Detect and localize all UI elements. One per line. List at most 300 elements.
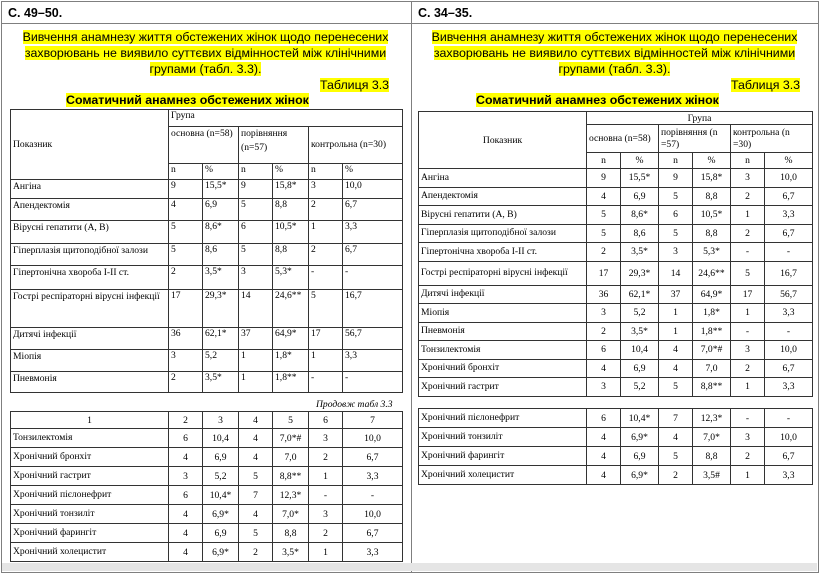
value-cell: 3,3 (343, 543, 403, 562)
value-cell: 5 (169, 244, 203, 266)
right-table-row (419, 341, 813, 360)
indicator-cell: Гострі респіраторні вірусні інфекції (11, 290, 169, 328)
value-cell: 6,7 (343, 524, 403, 543)
left-header-g1: основна (n=58) (169, 127, 239, 164)
value-cell: 3,3 (765, 466, 813, 485)
value-cell: 3 (731, 169, 765, 188)
left-table-row (11, 350, 403, 372)
value-cell: 2 (309, 448, 343, 467)
left-header-group: Група (169, 110, 403, 127)
indicator-cell: Хронічний бронхіт (419, 359, 587, 378)
value-cell: - (309, 486, 343, 505)
value-cell: 2 (169, 372, 203, 393)
left-table-row (11, 429, 403, 448)
left-header-n1: n (169, 164, 203, 180)
left-header-g2: порівняння (n=57) (239, 127, 309, 164)
value-cell: 5 (659, 447, 693, 466)
column-number-cell: 7 (343, 412, 403, 429)
left-intro-paragraph (6, 29, 405, 77)
value-cell: 5 (239, 467, 273, 486)
value-cell: 3,3 (343, 350, 403, 372)
right-table-label: Таблиця 3.3 (731, 78, 801, 92)
left-header-g3: контрольна (n=30) (309, 127, 403, 164)
value-cell: 3,5* (621, 243, 659, 262)
value-cell: 62,1* (621, 285, 659, 304)
indicator-cell: Хронічний гастрит (419, 378, 587, 397)
value-cell: 5,2 (621, 304, 659, 323)
indicator-cell: Хронічний пієлонефрит (419, 409, 587, 428)
value-cell: 8,8** (273, 467, 309, 486)
value-cell: 1 (731, 466, 765, 485)
left-table-row (11, 266, 403, 290)
value-cell: 2 (309, 199, 343, 221)
value-cell: 2 (659, 466, 693, 485)
value-cell: 29,3* (203, 290, 239, 328)
value-cell: 3 (169, 467, 203, 486)
column-number-cell: 1 (11, 412, 169, 429)
right-table-row (419, 322, 813, 341)
value-cell: 6,7 (343, 448, 403, 467)
value-cell: 8,8** (693, 378, 731, 397)
right-table-row (419, 304, 813, 323)
indicator-cell: Гіпертонічна хвороба I-II ст. (419, 243, 587, 262)
value-cell: 5,2 (203, 467, 239, 486)
value-cell: 10,4 (203, 429, 239, 448)
value-cell: 17 (731, 285, 765, 304)
value-cell: 3,3 (765, 378, 813, 397)
value-cell: 5,3* (693, 243, 731, 262)
value-cell: 29,3* (621, 261, 659, 285)
indicator-cell: Хронічний фарингіт (419, 447, 587, 466)
value-cell: 4 (587, 359, 621, 378)
value-cell: 4 (659, 428, 693, 447)
value-cell: 10,5* (273, 221, 309, 244)
right-table-row (419, 378, 813, 397)
indicator-cell: Гіперплазія щитоподібної залози (419, 224, 587, 243)
value-cell: 4 (659, 359, 693, 378)
column-number-cell: 6 (309, 412, 343, 429)
indicator-cell: Ангіна (11, 180, 169, 199)
value-cell: 15,8* (273, 180, 309, 199)
value-cell: 4 (587, 428, 621, 447)
value-cell: 4 (587, 447, 621, 466)
value-cell: 7,0*# (273, 429, 309, 448)
value-cell: 1 (309, 221, 343, 244)
value-cell: 12,3* (693, 409, 731, 428)
value-cell: 5,2 (203, 350, 239, 372)
value-cell: 4 (587, 187, 621, 206)
indicator-cell: Міопія (419, 304, 587, 323)
right-header-group: Група (587, 112, 813, 125)
value-cell: 7,0*# (693, 341, 731, 360)
value-cell: 6,7 (343, 244, 403, 266)
indicator-cell: Хронічний тонзиліт (419, 428, 587, 447)
value-cell: 6 (659, 206, 693, 225)
right-intro-paragraph (416, 29, 813, 77)
value-cell: 6,7 (343, 199, 403, 221)
left-table-part1 (10, 109, 403, 393)
left-header-n3: n (309, 164, 343, 180)
value-cell: 3 (239, 266, 273, 290)
value-cell: - (765, 409, 813, 428)
value-cell: 1 (239, 372, 273, 393)
value-cell: 16,7 (343, 290, 403, 328)
left-table-label: Таблиця 3.3 (320, 78, 390, 92)
value-cell: 1 (659, 322, 693, 341)
indicator-cell: Пневмонія (11, 372, 169, 393)
value-cell: 64,9* (273, 328, 309, 350)
value-cell: 14 (659, 261, 693, 285)
left-header-pct1: % (203, 164, 239, 180)
right-table-part1 (418, 111, 813, 397)
right-header-n2: n (659, 153, 693, 169)
value-cell: 2 (731, 447, 765, 466)
indicator-cell: Хронічний бронхіт (11, 448, 169, 467)
value-cell: 37 (659, 285, 693, 304)
value-cell: 10,4* (203, 486, 239, 505)
value-cell: 7,0* (693, 428, 731, 447)
indicator-cell: Тонзилектомія (11, 429, 169, 448)
right-table-row (419, 206, 813, 225)
value-cell: 8,8 (273, 244, 309, 266)
indicator-cell: Апендектомія (11, 199, 169, 221)
left-table-row (11, 199, 403, 221)
indicator-cell: Гіперплазія щитоподібної залози (11, 244, 169, 266)
value-cell: 3,5* (203, 266, 239, 290)
value-cell: - (343, 486, 403, 505)
left-continuation-label: Продовж табл 3.3 (316, 399, 393, 410)
indicator-cell: Хронічний холецистит (11, 543, 169, 562)
value-cell: - (309, 372, 343, 393)
value-cell: 17 (309, 328, 343, 350)
left-table-row (11, 244, 403, 266)
left-column-numbers-row (11, 412, 403, 429)
value-cell: 1 (659, 304, 693, 323)
value-cell: 6,9 (621, 359, 659, 378)
value-cell: 2 (731, 224, 765, 243)
value-cell: 37 (239, 328, 273, 350)
value-cell: 7,0 (273, 448, 309, 467)
value-cell: 5 (169, 221, 203, 244)
right-table-row (419, 169, 813, 188)
value-cell: 6,7 (765, 187, 813, 206)
value-cell: 2 (309, 524, 343, 543)
value-cell: 6,9* (621, 466, 659, 485)
value-cell: - (765, 322, 813, 341)
left-table-row (11, 328, 403, 350)
right-header-indicator: Показник (419, 112, 587, 169)
value-cell: 6 (239, 221, 273, 244)
right-table-row (419, 359, 813, 378)
value-cell: 7 (659, 409, 693, 428)
value-cell: 4 (239, 429, 273, 448)
value-cell: 1 (239, 350, 273, 372)
value-cell: 5 (659, 187, 693, 206)
value-cell: 1,8** (693, 322, 731, 341)
indicator-cell: Вірусні гепатити (А, В) (11, 221, 169, 244)
indicator-cell: Вірусні гепатити (А, В) (419, 206, 587, 225)
value-cell: 3,5# (693, 466, 731, 485)
value-cell: 10,5* (693, 206, 731, 225)
right-header-g2: порівняння (n =57) (659, 125, 731, 153)
indicator-cell: Хронічний тонзиліт (11, 505, 169, 524)
indicator-cell: Хронічний фарингіт (11, 524, 169, 543)
right-table-row (419, 285, 813, 304)
value-cell: 4 (169, 524, 203, 543)
right-table-row (419, 447, 813, 466)
value-cell: - (731, 322, 765, 341)
value-cell: 3,5* (621, 322, 659, 341)
value-cell: 4 (587, 466, 621, 485)
indicator-cell: Хронічний гастрит (11, 467, 169, 486)
left-table-row (11, 221, 403, 244)
value-cell: 6,9* (203, 505, 239, 524)
value-cell: 2 (731, 359, 765, 378)
right-header-pct1: % (621, 153, 659, 169)
indicator-cell: Хронічний пієлонефрит (11, 486, 169, 505)
value-cell: 1,8* (273, 350, 309, 372)
value-cell: 8,6 (621, 224, 659, 243)
value-cell: 10,4* (621, 409, 659, 428)
indicator-cell: Хронічний холецистит (419, 466, 587, 485)
value-cell: 8,6* (621, 206, 659, 225)
value-cell: 3,3 (765, 206, 813, 225)
value-cell: 15,5* (203, 180, 239, 199)
value-cell: - (309, 266, 343, 290)
left-table-row (11, 505, 403, 524)
value-cell: - (343, 372, 403, 393)
value-cell: 4 (169, 505, 203, 524)
left-table-row (11, 486, 403, 505)
right-header-g3: контрольна (n =30) (731, 125, 813, 153)
value-cell: 10,0 (765, 428, 813, 447)
value-cell: 6 (169, 486, 203, 505)
value-cell: 2 (587, 243, 621, 262)
value-cell: 10,0 (765, 169, 813, 188)
column-number-cell: 5 (273, 412, 309, 429)
right-table-row (419, 409, 813, 428)
right-header-n3: n (731, 153, 765, 169)
value-cell: 5 (309, 290, 343, 328)
value-cell: 1 (731, 304, 765, 323)
value-cell: 9 (659, 169, 693, 188)
value-cell: 6,9 (621, 187, 659, 206)
indicator-cell: Ангіна (419, 169, 587, 188)
value-cell: 62,1* (203, 328, 239, 350)
value-cell: 8,8 (273, 524, 309, 543)
value-cell: 6,7 (765, 224, 813, 243)
value-cell: 9 (239, 180, 273, 199)
left-page-label: С. 49–50. (2, 2, 411, 24)
right-table-row (419, 224, 813, 243)
indicator-cell: Гострі респіраторні вірусні інфекції (419, 261, 587, 285)
value-cell: 4 (239, 448, 273, 467)
value-cell: 56,7 (343, 328, 403, 350)
right-table-row (419, 187, 813, 206)
value-cell: 24,6** (273, 290, 309, 328)
value-cell: 10,0 (343, 505, 403, 524)
value-cell: 8,8 (693, 447, 731, 466)
left-table-row (11, 180, 403, 199)
left-table-part2 (10, 411, 403, 562)
value-cell: 6,9* (621, 428, 659, 447)
left-table-row (11, 448, 403, 467)
value-cell: 36 (587, 285, 621, 304)
left-table-row (11, 372, 403, 393)
indicator-cell: Дитячі інфекції (11, 328, 169, 350)
value-cell: 3 (659, 243, 693, 262)
value-cell: 3 (309, 429, 343, 448)
value-cell: 6 (587, 341, 621, 360)
column-number-cell: 3 (203, 412, 239, 429)
value-cell: 8,6 (203, 244, 239, 266)
left-table-title: Соматичний анамнез обстежених жінок (66, 93, 309, 107)
left-table-row (11, 543, 403, 562)
value-cell: 3,5* (273, 543, 309, 562)
value-cell: 10,0 (343, 429, 403, 448)
right-table-title: Соматичний анамнез обстежених жінок (476, 93, 719, 107)
right-table-row (419, 261, 813, 285)
right-header-g1: основна (n=58) (587, 125, 659, 153)
right-header-n1: n (587, 153, 621, 169)
left-table-row (11, 290, 403, 328)
left-table-row (11, 524, 403, 543)
value-cell: 4 (169, 199, 203, 221)
value-cell: 4 (169, 543, 203, 562)
value-cell: 56,7 (765, 285, 813, 304)
value-cell: 4 (169, 448, 203, 467)
bottom-scroll-strip (2, 563, 817, 571)
value-cell: 24,6** (693, 261, 731, 285)
value-cell: 6 (169, 429, 203, 448)
value-cell: 2 (731, 187, 765, 206)
column-number-cell: 4 (239, 412, 273, 429)
right-table-row (419, 428, 813, 447)
value-cell: 10,0 (765, 341, 813, 360)
value-cell: 5 (659, 378, 693, 397)
right-header-pct3: % (765, 153, 813, 169)
value-cell: 1,8* (693, 304, 731, 323)
value-cell: - (731, 409, 765, 428)
value-cell: 2 (239, 543, 273, 562)
value-cell: 5,2 (621, 378, 659, 397)
value-cell: 3 (587, 304, 621, 323)
value-cell: 3 (587, 378, 621, 397)
value-cell: 7,0* (273, 505, 309, 524)
right-table-row (419, 243, 813, 262)
value-cell: 1 (309, 467, 343, 486)
column-number-cell: 2 (169, 412, 203, 429)
value-cell: 15,5* (621, 169, 659, 188)
right-page-label: С. 34–35. (412, 2, 818, 24)
value-cell: 3,3 (343, 467, 403, 486)
value-cell: 6 (587, 409, 621, 428)
value-cell: 17 (169, 290, 203, 328)
indicator-cell: Дитячі інфекції (419, 285, 587, 304)
value-cell: 8,6* (203, 221, 239, 244)
value-cell: 5 (239, 244, 273, 266)
value-cell: 5 (587, 224, 621, 243)
left-header-indicator: Показник (11, 110, 169, 180)
value-cell: 9 (169, 180, 203, 199)
value-cell: 17 (587, 261, 621, 285)
value-cell: 6,9 (203, 524, 239, 543)
value-cell: 12,3* (273, 486, 309, 505)
value-cell: 3,3 (765, 304, 813, 323)
right-table-part2 (418, 408, 813, 485)
value-cell: 5 (587, 206, 621, 225)
right-table-row (419, 466, 813, 485)
value-cell: 7,0 (693, 359, 731, 378)
value-cell: 5 (239, 524, 273, 543)
value-cell: 6,7 (765, 447, 813, 466)
value-cell: 2 (169, 266, 203, 290)
right-intro-text: Вивчення анамнезу життя обстежених жінок щодо перенесених захворювань не виявило суттєвих відмінностей між клінічними групами (табл. 3.3). (431, 30, 798, 76)
value-cell: 64,9* (693, 285, 731, 304)
left-table-row (11, 467, 403, 486)
indicator-cell: Гіпертонічна хвороба I-II ст. (11, 266, 169, 290)
value-cell: 15,8* (693, 169, 731, 188)
value-cell: 1,8** (273, 372, 309, 393)
value-cell: 3 (731, 341, 765, 360)
value-cell: 5 (659, 224, 693, 243)
value-cell: - (765, 243, 813, 262)
value-cell: 4 (659, 341, 693, 360)
value-cell: 5 (239, 199, 273, 221)
value-cell: 8,8 (693, 187, 731, 206)
value-cell: 3 (309, 180, 343, 199)
value-cell: 3 (731, 428, 765, 447)
value-cell: 5 (731, 261, 765, 285)
indicator-cell: Пневмонія (419, 322, 587, 341)
value-cell: 3 (169, 350, 203, 372)
indicator-cell: Міопія (11, 350, 169, 372)
value-cell: 5,3* (273, 266, 309, 290)
value-cell: 6,9 (203, 199, 239, 221)
value-cell: 14 (239, 290, 273, 328)
value-cell: 8,8 (273, 199, 309, 221)
left-intro-text: Вивчення анамнезу життя обстежених жінок щодо перенесених захворювань не виявило суттєвих відмінностей між клінічними групами (табл. 3.3). (22, 30, 389, 76)
value-cell: - (731, 243, 765, 262)
value-cell: 8,8 (693, 224, 731, 243)
value-cell: 3,5* (203, 372, 239, 393)
value-cell: 1 (731, 378, 765, 397)
left-header-pct3: % (343, 164, 403, 180)
value-cell: 1 (309, 350, 343, 372)
value-cell: 9 (587, 169, 621, 188)
value-cell: 10,4 (621, 341, 659, 360)
value-cell: 16,7 (765, 261, 813, 285)
left-header-n2: n (239, 164, 273, 180)
value-cell: 6,9 (621, 447, 659, 466)
value-cell: 3,3 (343, 221, 403, 244)
value-cell: 1 (731, 206, 765, 225)
value-cell: 10,0 (343, 180, 403, 199)
value-cell: 2 (309, 244, 343, 266)
right-header-pct2: % (693, 153, 731, 169)
indicator-cell: Тонзилектомія (419, 341, 587, 360)
column-divider (411, 2, 412, 572)
value-cell: 1 (309, 543, 343, 562)
value-cell: 4 (239, 505, 273, 524)
value-cell: - (343, 266, 403, 290)
value-cell: 3 (309, 505, 343, 524)
value-cell: 7 (239, 486, 273, 505)
value-cell: 6,9* (203, 543, 239, 562)
value-cell: 6,9 (203, 448, 239, 467)
value-cell: 2 (587, 322, 621, 341)
value-cell: 36 (169, 328, 203, 350)
